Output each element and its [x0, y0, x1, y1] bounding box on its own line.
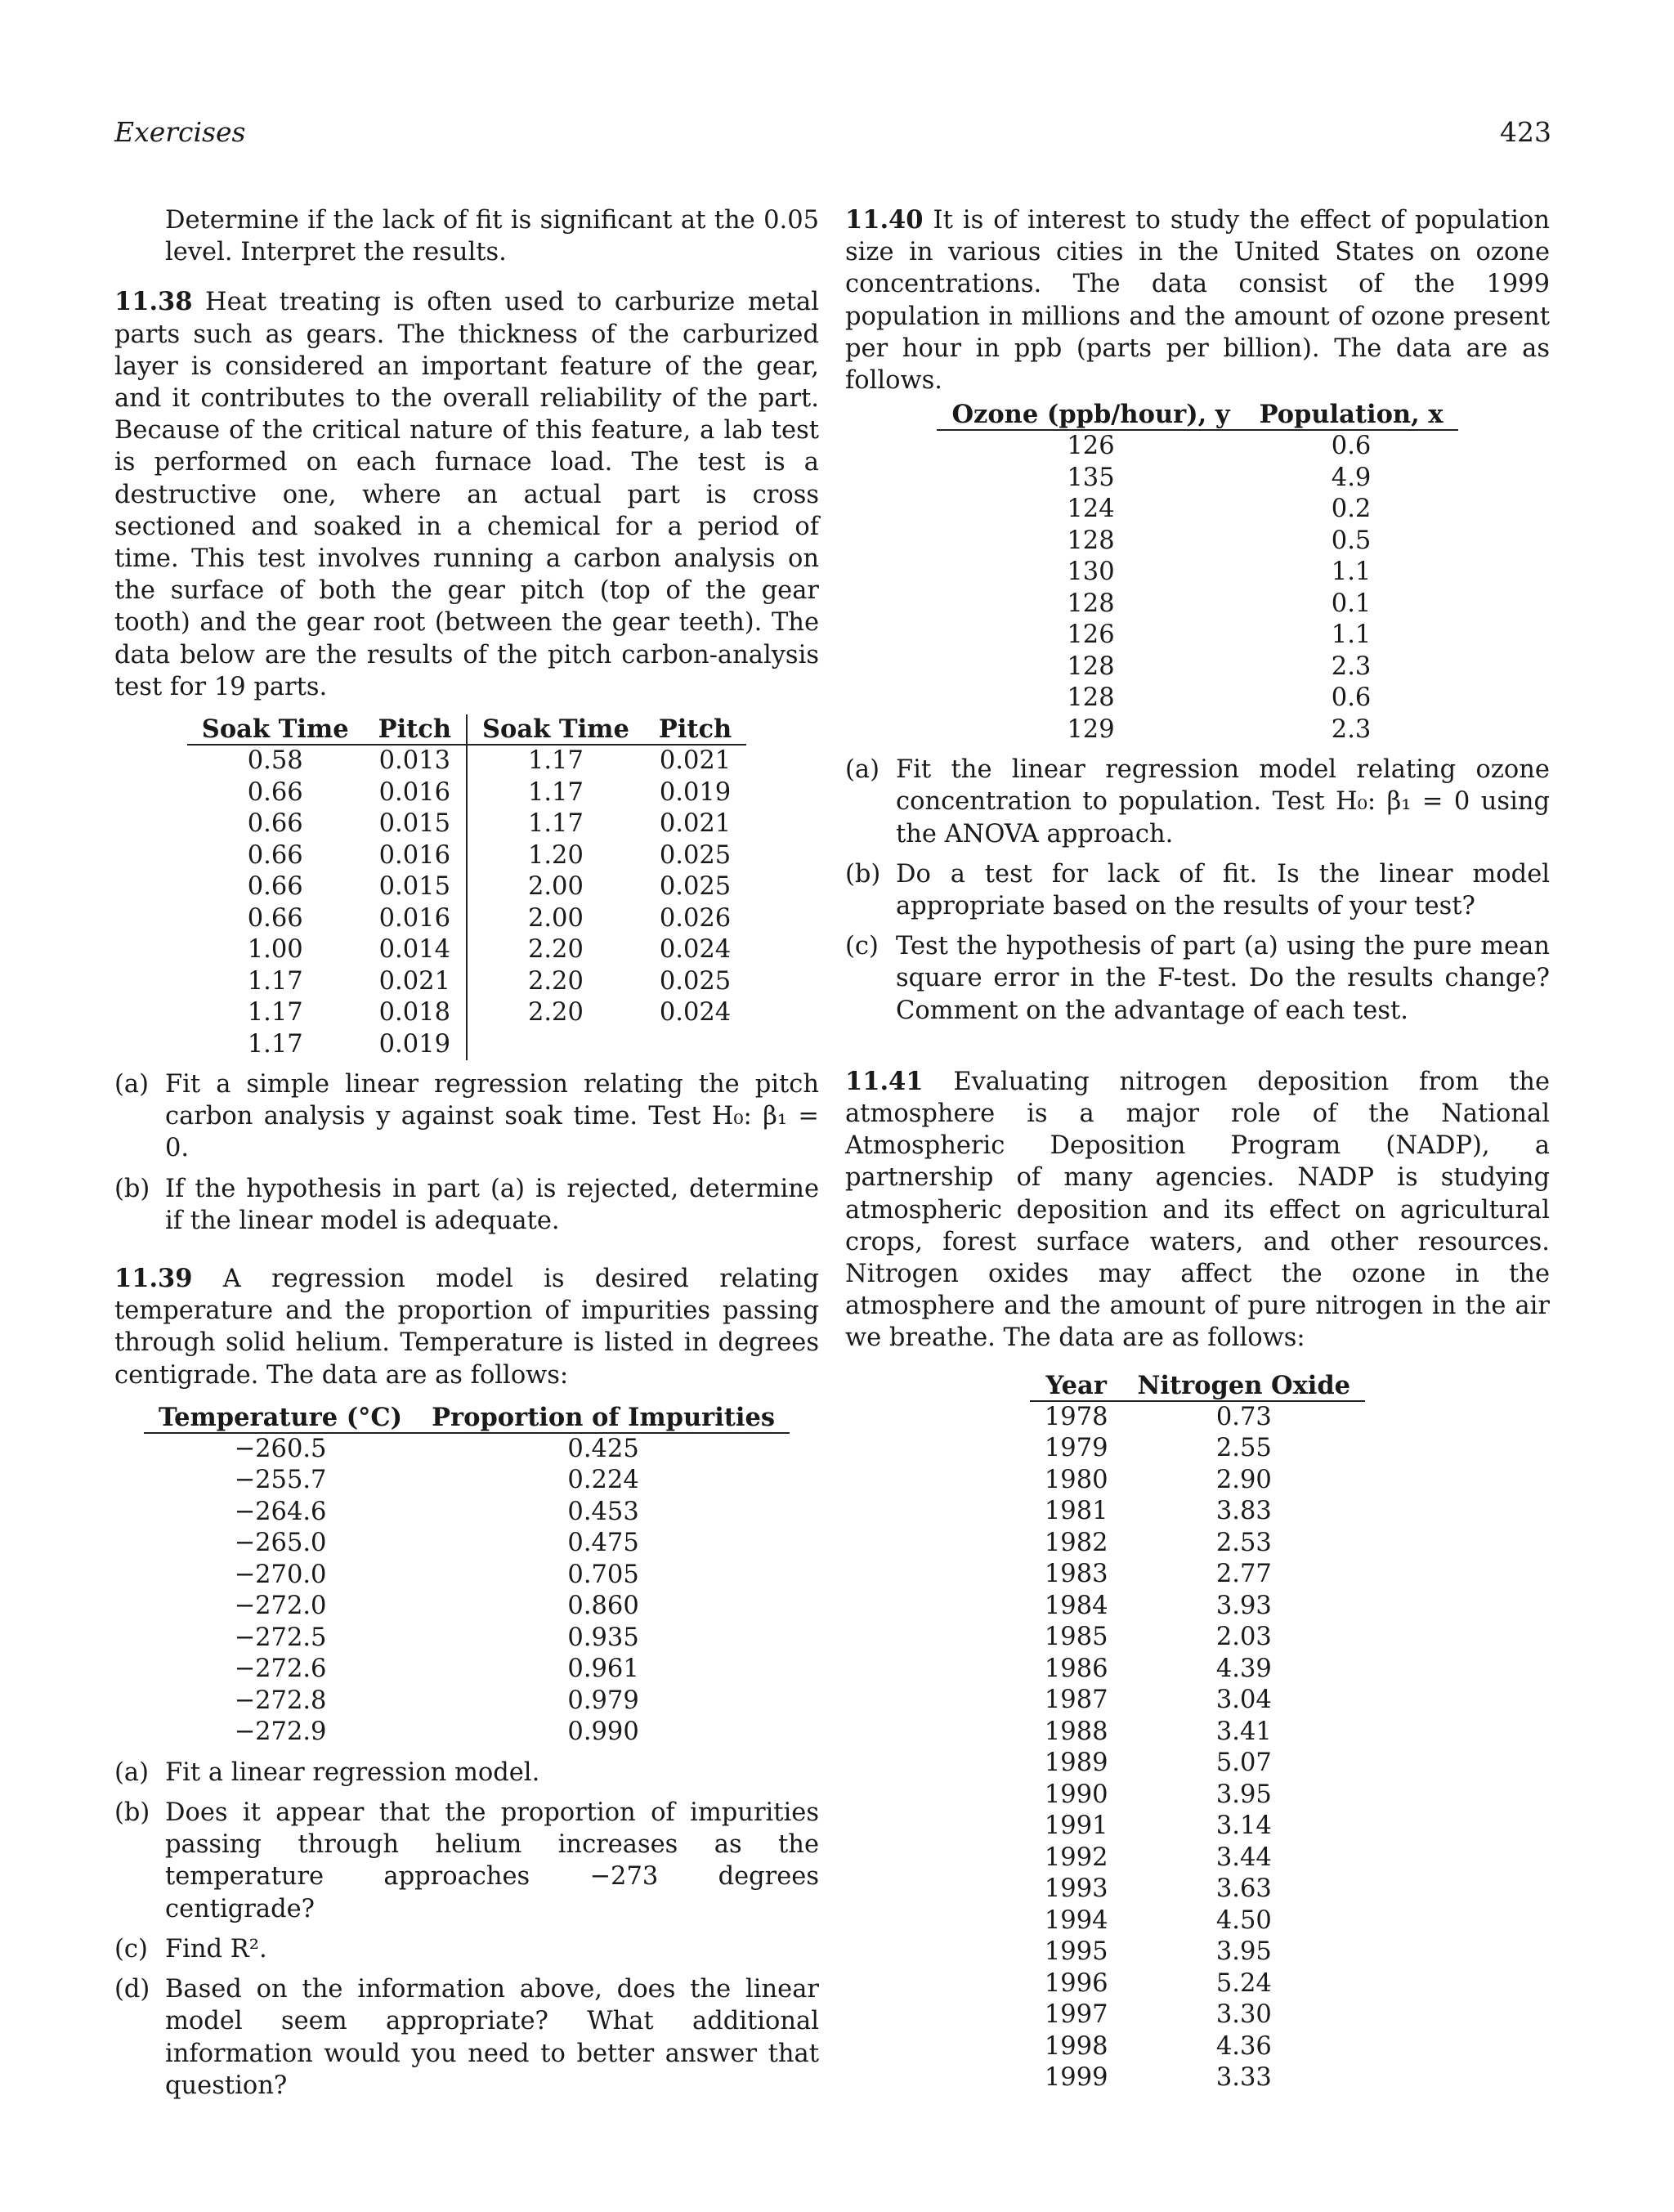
table-cell: 3.95: [1215, 1937, 1272, 1967]
table-cell: 2.20: [527, 998, 584, 1028]
table-row: [144, 1717, 790, 1749]
part-label: (b): [114, 1174, 150, 1203]
table-cell: 0.025: [659, 840, 732, 870]
table-row: [1030, 1843, 1365, 1874]
table-row: [1030, 1654, 1365, 1686]
table-row: [937, 463, 1457, 495]
table-row: [187, 903, 746, 935]
table-row: [1030, 1528, 1365, 1560]
exercise-text: [845, 1066, 1550, 1355]
part-label: (b): [114, 1798, 150, 1828]
table-cell: 0.1: [1331, 589, 1372, 618]
table-cell: 128: [1067, 526, 1115, 555]
table-cell: 2.00: [527, 903, 584, 933]
table-cell: −255.7: [234, 1466, 327, 1495]
table-cell: 128: [1067, 652, 1115, 681]
table-cell: 1.17: [247, 1029, 303, 1059]
table-cell: 0.990: [567, 1717, 639, 1747]
table-cell: −260.5: [234, 1434, 327, 1463]
nitrogen-oxide-table: [1030, 1371, 1365, 2094]
table-cell: 1992: [1044, 1843, 1108, 1872]
table-cell: 0.013: [364, 745, 467, 777]
table-row: [187, 966, 746, 998]
table-cell: 1989: [1044, 1749, 1108, 1778]
table-cell: 1994: [1044, 1905, 1108, 1935]
part-text: Fit a linear regression model.: [165, 1758, 540, 1787]
table-cell: 3.30: [1215, 2000, 1272, 2030]
table-row: [187, 840, 746, 872]
table-cell: 1986: [1044, 1654, 1108, 1683]
exercise-number: 11.41: [845, 1066, 924, 1096]
table-row: [1030, 1622, 1365, 1654]
table-cell: 0.66: [247, 809, 303, 839]
col-header: Pitch: [364, 714, 467, 745]
table-cell: 1.17: [527, 809, 584, 839]
table-cell: 0.025: [659, 872, 732, 902]
table-row: [1030, 1999, 1365, 2031]
table-row: [1030, 2031, 1365, 2063]
page-number: 423: [1500, 116, 1551, 148]
table-cell: 1.20: [527, 840, 584, 870]
table-cell: 0.961: [567, 1655, 639, 1684]
table-body: [144, 1433, 790, 1749]
exercise-body: Evaluating nitrogen deposition from the atmosphere is a major role of the National Atmospheric Deposition Program (NADP), a partnership of many agencies. NADP is studying atmospheric deposition and its effect on agricultural crops, forest surface waters, and other resources. Nitrogen oxides may affect the ozone in the atmosphere and the amount of pure nitrogen in the air we breathe. The data are as follows:: [845, 1067, 1550, 1353]
table-cell: 2.3: [1331, 652, 1372, 681]
table-cell: 1988: [1044, 1717, 1108, 1746]
exercise-text: [114, 1263, 819, 1391]
table-row: [937, 430, 1457, 463]
table-cell: 124: [1067, 495, 1115, 524]
table-cell: 3.44: [1215, 1843, 1272, 1872]
table-cell: 1.00: [247, 935, 303, 965]
col-header: Soak Time: [187, 714, 364, 745]
exercise-part: [114, 1068, 819, 1165]
table-cell: 2.20: [527, 935, 584, 965]
table-cell: −272.5: [234, 1623, 327, 1652]
table-cell: 0.705: [567, 1560, 639, 1589]
table-row: [1030, 1937, 1365, 1968]
table-cell: 0.860: [567, 1592, 639, 1621]
exercise-11-40: [845, 204, 1550, 1027]
table-cell: 1985: [1044, 1623, 1108, 1652]
table-cell: 4.39: [1215, 1654, 1272, 1683]
table-cell: 0.66: [247, 777, 303, 807]
table-row: [144, 1465, 790, 1497]
table-cell: 1995: [1044, 1937, 1108, 1967]
table-cell: 1979: [1044, 1434, 1108, 1463]
exercise-number: 11.38: [114, 287, 193, 317]
table-cell: 0.979: [567, 1686, 639, 1715]
table-row: [937, 714, 1457, 746]
table-cell: 0.2: [1331, 495, 1372, 524]
exercise-body: Heat treating is often used to carburize metal parts such as gears. The thickness of the carburized layer is considered an important feature of the gear, and it contributes to the overall reliability of the part. Because of the critical nature of this feature, a lab test is performed on each furnace load. The test is a destructive one, where an actual part is cross sectioned and soaked in a chemical for a period of time. This test involves running a carbon analysis on the surface of both the gear pitch (top of the gear tooth) and the gear root (between the gear teeth). The data below are the results of the pitch carbon-analysis test for 19 parts.: [114, 288, 819, 701]
table-cell: 3.63: [1215, 1874, 1272, 1904]
part-text: Based on the information above, does the linear model seem appropriate? What additional information would you need to better answer that question?: [165, 1975, 819, 2100]
table-cell: 0.019: [364, 1029, 467, 1061]
table-cell: −272.6: [234, 1655, 327, 1684]
table-row: [1030, 1685, 1365, 1717]
table-cell: 1983: [1044, 1560, 1108, 1589]
part-text: Do a test for lack of fit. Is the linear model appropriate based on the results of your test?: [896, 859, 1550, 921]
table-row: [144, 1497, 790, 1529]
part-text: Test the hypothesis of part (a) using the pure mean square error in the F-test. Do the results change? Comment on the advantage of each test.: [896, 932, 1550, 1025]
table-row: [1030, 1433, 1365, 1465]
table-cell: 1981: [1044, 1497, 1108, 1526]
exercise-parts: [845, 754, 1550, 1027]
table-body: [1030, 1401, 1365, 2094]
exercise-part: [114, 1757, 819, 1789]
table-cell: 0.015: [364, 871, 467, 903]
exercise-11-39: [114, 1263, 819, 2102]
table-cell: 0.016: [364, 840, 467, 872]
temperature-impurities-table: [144, 1403, 790, 1749]
ozone-population-table: [937, 400, 1457, 746]
table-row: [1030, 1748, 1365, 1780]
table-cell: 0.025: [659, 966, 732, 996]
part-label: (a): [114, 1758, 149, 1787]
table-row: [1030, 2062, 1365, 2094]
table-cell: 0.015: [364, 808, 467, 840]
table-cell: 135: [1067, 463, 1115, 492]
table-row: [187, 808, 746, 840]
col-header: Temperature (°C): [144, 1403, 417, 1433]
table-cell: 0.021: [659, 809, 732, 839]
right-column: [845, 204, 1550, 2102]
table-cell: 2.55: [1215, 1434, 1272, 1463]
table-row: [1030, 1811, 1365, 1843]
table-row: [187, 871, 746, 903]
table-row: [937, 557, 1457, 589]
table-body: [187, 745, 746, 1060]
table-cell: 128: [1067, 589, 1115, 618]
table-cell: 0.58: [247, 746, 303, 776]
table-cell: 3.41: [1215, 1717, 1272, 1746]
table-cell: [644, 1029, 746, 1061]
table-cell: 128: [1067, 683, 1115, 713]
table-row: [144, 1654, 790, 1686]
table-cell: 2.3: [1331, 714, 1372, 744]
exercise-part: [845, 858, 1550, 922]
table-cell: 0.66: [247, 872, 303, 902]
table-cell: 4.36: [1215, 2031, 1272, 2061]
table-cell: −272.0: [234, 1592, 327, 1621]
table-row: [187, 777, 746, 809]
part-label: (a): [114, 1070, 149, 1099]
table-cell: 2.03: [1215, 1623, 1272, 1652]
table-cell: −270.0: [234, 1560, 327, 1589]
exercise-part: [114, 1797, 819, 1925]
table-row: [1030, 1401, 1365, 1434]
running-head: [114, 113, 1551, 152]
table-row: [144, 1591, 790, 1623]
table-cell: 0.425: [567, 1434, 639, 1463]
table-cell: 1.17: [247, 998, 303, 1028]
table-cell: 0.024: [659, 935, 732, 965]
table-cell: 1.17: [527, 777, 584, 807]
table-cell: 0.6: [1331, 683, 1372, 713]
part-label: (b): [845, 859, 881, 889]
left-column: [114, 204, 819, 2110]
table-cell: 5.07: [1215, 1749, 1272, 1778]
table-row: [1030, 1717, 1365, 1749]
table-cell: 126: [1067, 432, 1115, 461]
table-row: [1030, 1968, 1365, 2000]
table-cell: 1984: [1044, 1591, 1108, 1620]
table-row: [187, 1029, 746, 1061]
table-row: [1030, 1496, 1365, 1528]
table-row: [1030, 1559, 1365, 1591]
col-header: Ozone (ppb/hour), y: [937, 400, 1244, 430]
table-row: [1030, 1874, 1365, 1905]
table-row: [144, 1433, 790, 1466]
table-cell: 2.20: [527, 966, 584, 996]
table-cell: −272.8: [234, 1686, 327, 1715]
table-cell: 5.24: [1215, 1968, 1272, 1998]
table-cell: 1982: [1044, 1528, 1108, 1557]
table-cell: 0.016: [364, 903, 467, 935]
table-cell: 3.33: [1215, 2063, 1272, 2093]
table-row: [144, 1686, 790, 1717]
table-cell: 0.6: [1331, 432, 1372, 461]
part-text: Fit the linear regression model relating ozone concentration to population. Test H₀: β₁ = 0 using the ANOVA approach.: [896, 755, 1550, 849]
exercise-part: [845, 754, 1550, 850]
table-row: [144, 1560, 790, 1592]
part-label: (d): [114, 1975, 150, 2004]
part-text: If the hypothesis in part (a) is rejected, determine if the linear model is adequate.: [165, 1174, 819, 1235]
table-cell: 0.018: [364, 997, 467, 1029]
table-cell: 0.66: [247, 840, 303, 870]
table-cell: 0.453: [567, 1497, 639, 1526]
col-header: Pitch: [644, 714, 746, 745]
table-cell: 0.019: [659, 777, 732, 807]
table-cell: 1987: [1044, 1686, 1108, 1715]
table-row: [937, 526, 1457, 557]
table-cell: 0.73: [1215, 1402, 1272, 1431]
table-cell: 1998: [1044, 2031, 1108, 2061]
table-cell: 0.026: [659, 903, 732, 933]
col-header: Year: [1030, 1371, 1123, 1401]
table-row: [937, 683, 1457, 714]
table-cell: 0.935: [567, 1623, 639, 1652]
table-cell: 4.9: [1331, 463, 1372, 492]
table-row: [144, 1528, 790, 1560]
table-cell: 0.024: [659, 998, 732, 1028]
table-cell: 0.021: [364, 966, 467, 998]
table-cell: 3.14: [1215, 1811, 1272, 1841]
table-cell: 1997: [1044, 2000, 1108, 2030]
table-cell: 3.93: [1215, 1591, 1272, 1620]
col-header: Soak Time: [467, 714, 644, 745]
exercise-body: It is of interest to study the effect of population size in various cities in the United States on ozone concentrations. The data consist of the 1999 population in millions and the amount of ozone present per hour in ppb (parts per billion). The data are as follows.: [845, 206, 1550, 396]
exercise-part: [114, 1933, 819, 1965]
table-cell: 130: [1067, 557, 1115, 587]
table-cell: 1999: [1044, 2063, 1108, 2093]
exercise-part: [845, 930, 1550, 1027]
exercise-text: [114, 286, 819, 703]
table-row: [1030, 1591, 1365, 1623]
part-text: Find R².: [165, 1934, 267, 1963]
col-header: Proportion of Impurities: [417, 1403, 790, 1433]
table-cell: 1991: [1044, 1811, 1108, 1841]
table-cell: 1.1: [1331, 620, 1372, 650]
table-row: [937, 494, 1457, 526]
continued-text: Determine if the lack of fit is significant at the 0.05 level. Interpret the results.: [165, 206, 819, 267]
exercise-text: [845, 204, 1550, 396]
table-cell: 126: [1067, 620, 1115, 650]
part-text: Fit a simple linear regression relating the pitch carbon analysis y against soak time. Test H₀: β₁ = 0.: [165, 1070, 819, 1163]
part-label: (c): [845, 932, 879, 961]
table-cell: 4.50: [1215, 1905, 1272, 1935]
table-cell: −265.0: [234, 1529, 327, 1558]
col-header: Population, x: [1245, 400, 1458, 430]
exercise-parts: [114, 1757, 819, 2102]
table-row: [144, 1623, 790, 1655]
table-row: [937, 589, 1457, 620]
table-body: [937, 430, 1457, 746]
table-cell: 2.53: [1215, 1528, 1272, 1557]
table-cell: 1.17: [527, 746, 584, 776]
table-cell: 0.475: [567, 1529, 639, 1558]
col-header: Nitrogen Oxide: [1123, 1371, 1366, 1401]
exercise-number: 11.39: [114, 1264, 193, 1294]
table-cell: 2.90: [1215, 1465, 1272, 1494]
table-cell: 3.95: [1215, 1780, 1272, 1809]
running-title: Exercises: [114, 116, 246, 148]
table-cell: 0.014: [364, 934, 467, 966]
table-cell: 3.04: [1215, 1686, 1272, 1715]
table-cell: 0.5: [1331, 526, 1372, 555]
table-cell: 1990: [1044, 1780, 1108, 1809]
table-cell: 0.021: [659, 746, 732, 776]
exercise-parts: [114, 1068, 819, 1237]
exercise-11-38: [114, 286, 819, 1237]
table-cell: 1996: [1044, 1968, 1108, 1998]
table-row: [187, 997, 746, 1029]
table-cell: −272.9: [234, 1717, 327, 1747]
table-cell: [467, 1029, 644, 1061]
table-row: [937, 652, 1457, 683]
table-cell: −264.6: [234, 1497, 327, 1526]
exercise-part: [114, 1973, 819, 2102]
exercise-number: 11.40: [845, 205, 924, 235]
table-cell: 1980: [1044, 1465, 1108, 1494]
table-row: [187, 934, 746, 966]
table-cell: 129: [1067, 714, 1115, 744]
table-cell: 0.66: [247, 903, 303, 933]
table-cell: 0.016: [364, 777, 467, 809]
table-row: [937, 620, 1457, 652]
table-row: [1030, 1465, 1365, 1497]
table-cell: 1993: [1044, 1874, 1108, 1904]
table-cell: 1978: [1044, 1402, 1108, 1431]
table-row: [1030, 1905, 1365, 1937]
table-row: [1030, 1780, 1365, 1811]
soak-pitch-table: [187, 714, 746, 1060]
table-cell: 3.83: [1215, 1497, 1272, 1526]
part-text: Does it appear that the proportion of impurities passing through helium increases as the temperature approaches −273 degrees centigrade?: [165, 1798, 819, 1923]
part-label: (c): [114, 1934, 148, 1963]
table-cell: 2.77: [1215, 1560, 1272, 1589]
table-cell: 2.00: [527, 872, 584, 902]
exercise-part: [114, 1173, 819, 1237]
table-cell: 0.224: [567, 1466, 639, 1495]
table-row: [187, 745, 746, 777]
table-cell: 1.1: [1331, 557, 1372, 587]
part-label: (a): [845, 755, 880, 785]
exercise-body: A regression model is desired relating temperature and the proportion of impurities passing through solid helium. Temperature is listed in degrees centigrade. The data are as follows:: [114, 1265, 819, 1390]
exercise-11-41: [845, 1066, 1550, 2094]
table-cell: 1.17: [247, 966, 303, 996]
